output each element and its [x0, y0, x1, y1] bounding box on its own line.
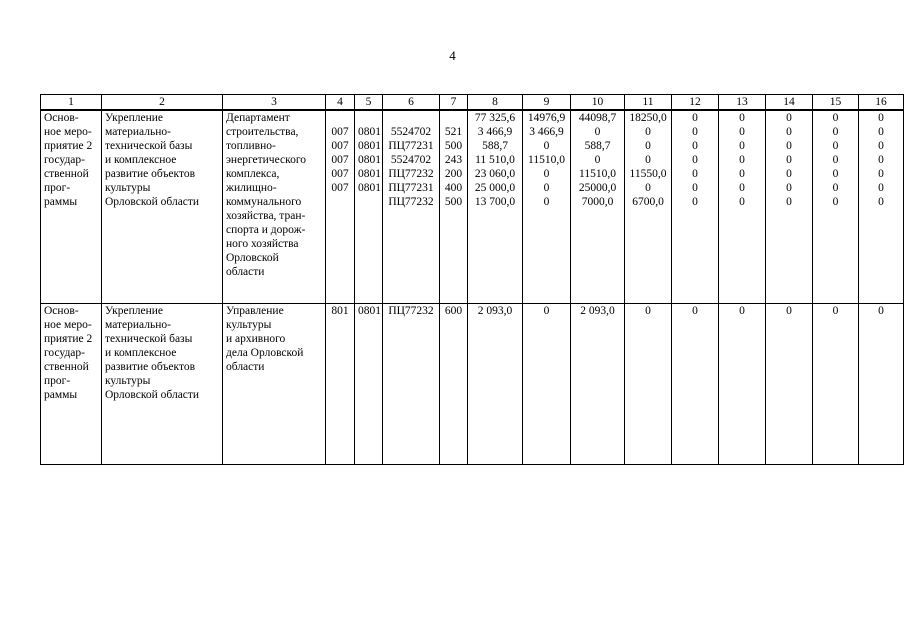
cell-line: 11510,0 [528, 154, 565, 166]
cell-line: раммы [44, 196, 78, 208]
cell-line: ПЦ77232 [388, 168, 434, 180]
cell-line: 0 [739, 168, 745, 180]
table-cell-col-14 [766, 110, 813, 304]
cell-line: 0 [878, 112, 884, 124]
table-cell-col-2 [102, 110, 223, 304]
cell-line: 0801 [358, 305, 381, 317]
cell-line: 0 [645, 305, 651, 317]
cell-line: коммунального [226, 196, 302, 208]
cell-line: 0 [878, 126, 884, 138]
cell-line: 007 [331, 126, 349, 138]
column-header: 6 [383, 95, 440, 111]
cell-line: 0 [739, 154, 745, 166]
cell-line: 0 [692, 154, 698, 166]
table-cell-col-12 [672, 110, 719, 304]
column-header: 8 [468, 95, 523, 111]
table-body [41, 110, 904, 465]
cell-line: 0 [786, 112, 792, 124]
cell-line: 400 [444, 182, 463, 194]
cell-line: энергетического [226, 154, 307, 166]
table-cell-col-10 [571, 110, 625, 304]
cell-line: 0 [832, 196, 839, 208]
cell-line: 0 [543, 168, 550, 180]
page-number: 4 [449, 48, 456, 63]
cell-line: 5524702 [390, 154, 432, 166]
cell-line: 0 [832, 168, 839, 180]
table-cell-col-7 [440, 304, 468, 465]
cell-line: 3 466,9 [477, 126, 513, 138]
cell-line: 0801 [358, 140, 381, 152]
cell-line: 0 [739, 196, 745, 208]
cell-line: 007 [331, 154, 349, 166]
cell-line: 3 466,9 [529, 126, 564, 138]
cell-line: 0 [832, 305, 839, 317]
cell-line: 0 [832, 126, 839, 138]
cell-line: жилищно- [226, 182, 277, 194]
cell-line: 0 [645, 140, 651, 152]
cell-line: 0 [878, 168, 884, 180]
cell-line: государ- [44, 347, 85, 359]
cell-line: 0 [739, 112, 745, 124]
cell-line: 7000,0 [581, 196, 614, 208]
cell-line: Орловской [226, 252, 279, 264]
cell-line: 500 [444, 140, 463, 152]
cell-line: Департамент [226, 112, 290, 124]
table-cell-col-11 [625, 110, 672, 304]
table-cell-col-5 [355, 110, 383, 304]
cell-line: материально- [105, 319, 171, 331]
table-cell-col-13 [719, 304, 766, 465]
cell-line [358, 111, 379, 125]
cell-line: 0 [832, 112, 839, 124]
cell-line: ПЦ77232 [388, 305, 434, 317]
cell-line: 0 [739, 140, 745, 152]
column-header: 14 [766, 95, 813, 111]
column-header-row [41, 95, 904, 111]
cell-line: приятие 2 [44, 140, 93, 152]
cell-line: 0 [739, 182, 745, 194]
table-cell-col-1 [41, 304, 102, 465]
cell-line: 0 [786, 196, 792, 208]
cell-line: 0 [786, 154, 792, 166]
cell-line: топливно- [226, 140, 276, 152]
cell-line: 6700,0 [632, 196, 664, 208]
cell-line: 0 [543, 196, 550, 208]
cell-line: 0801 [358, 154, 381, 166]
cell-line: 2 093,0 [580, 305, 615, 317]
cell-line: и комплексное [105, 347, 177, 359]
cell-line: Укрепление [105, 112, 163, 124]
cell-line: 13 700,0 [474, 196, 516, 208]
cell-line [386, 111, 436, 125]
cell-line: технической базы [105, 333, 193, 345]
cell-line: Орловской области [105, 196, 200, 208]
cell-line: 11510,0 [579, 168, 616, 180]
cell-line: культуры [105, 182, 151, 194]
cell-line: и архивного [226, 333, 286, 345]
cell-line: ПЦ77231 [388, 182, 434, 194]
column-header: 9 [523, 95, 571, 111]
cell-line: 007 [331, 168, 349, 180]
cell-line: Управление [226, 305, 284, 317]
cell-line: 77 325,6 [474, 112, 516, 124]
cell-line: 0 [645, 182, 651, 194]
cell-line: ное меро- [44, 126, 92, 138]
cell-line: 14976,9 [527, 112, 566, 124]
cell-line: 0 [543, 140, 550, 152]
cell-line: 0 [543, 182, 550, 194]
column-header: 7 [440, 95, 468, 111]
cell-line: ное меро- [44, 319, 92, 331]
column-header: 5 [355, 95, 383, 111]
cell-line: ственной [44, 168, 89, 180]
cell-line: 0 [543, 305, 550, 317]
table-cell-col-6 [383, 304, 440, 465]
table-cell-col-3 [223, 110, 326, 304]
cell-line: хозяйства, тран- [226, 210, 306, 222]
table-cell-col-4 [326, 110, 355, 304]
table-cell-col-16 [859, 110, 904, 304]
cell-line: 0801 [358, 182, 381, 194]
cell-line: 2 093,0 [477, 305, 513, 317]
column-header: 11 [625, 95, 672, 111]
table-cell-col-14 [766, 304, 813, 465]
cell-line [443, 111, 464, 125]
cell-line: и комплексное [105, 154, 177, 166]
cell-line: 44098,7 [578, 112, 617, 124]
cell-line: развитие объектов [105, 168, 195, 180]
table-cell-col-8 [468, 110, 523, 304]
cell-line: Основ- [44, 112, 79, 124]
cell-line: 0 [594, 154, 601, 166]
cell-line: 0 [692, 196, 698, 208]
cell-line: 5524702 [390, 126, 432, 138]
cell-line: 0801 [358, 126, 381, 138]
cell-line: 0 [739, 126, 745, 138]
cell-line: 0 [786, 182, 792, 194]
cell-line: технической базы [105, 140, 193, 152]
table-cell-col-15 [813, 304, 859, 465]
table-cell-col-3 [223, 304, 326, 465]
table-cell-col-9 [523, 304, 571, 465]
cell-line: 0 [645, 154, 651, 166]
table-row [41, 110, 904, 304]
cell-line: 0 [786, 140, 792, 152]
cell-line: 0 [878, 305, 884, 317]
cell-line: 0 [832, 140, 839, 152]
cell-line: ПЦ77232 [388, 196, 434, 208]
table-cell-col-7 [440, 110, 468, 304]
table-cell-col-5 [355, 304, 383, 465]
cell-line: 0 [878, 140, 884, 152]
column-header: 13 [719, 95, 766, 111]
cell-line: 521 [444, 126, 463, 138]
table-cell-col-11 [625, 304, 672, 465]
column-header: 15 [813, 95, 859, 111]
cell-line [329, 111, 351, 125]
cell-line: 0 [692, 112, 698, 124]
cell-line: 243 [444, 154, 463, 166]
table-cell-col-12 [672, 304, 719, 465]
cell-line: 007 [331, 182, 349, 194]
cell-line: 0 [878, 154, 884, 166]
cell-line: 0 [786, 305, 792, 317]
cell-line: ного хозяйства [226, 238, 299, 250]
table-cell-col-8 [468, 304, 523, 465]
cell-line: 23 060,0 [474, 168, 516, 180]
cell-line: 0 [594, 126, 601, 138]
cell-line: 25 000,0 [474, 182, 516, 194]
cell-line: 588,7 [584, 140, 611, 152]
cell-line: 0 [692, 168, 698, 180]
cell-line: 11550,0 [629, 168, 667, 180]
cell-line: 11 510,0 [475, 154, 515, 166]
cell-line: области [226, 266, 265, 278]
cell-line: Укрепление [105, 305, 163, 317]
cell-line: строительства, [226, 126, 299, 138]
cell-line: 007 [331, 140, 349, 152]
cell-line: 0 [692, 182, 698, 194]
column-header: 10 [571, 95, 625, 111]
table-cell-col-10 [571, 304, 625, 465]
table-cell-col-13 [719, 110, 766, 304]
cell-line: 0 [832, 182, 839, 194]
cell-line: 0 [692, 126, 698, 138]
cell-line: 0 [878, 182, 884, 194]
table-cell-col-6 [383, 110, 440, 304]
cell-line: 25000,0 [578, 182, 617, 194]
table-cell-col-16 [859, 304, 904, 465]
cell-line: 0 [878, 196, 884, 208]
column-header: 16 [859, 95, 904, 111]
budget-table [40, 94, 904, 465]
cell-line: прог- [44, 182, 71, 194]
cell-line: 0 [739, 305, 745, 317]
column-header: 2 [102, 95, 223, 111]
table-cell-col-4 [326, 304, 355, 465]
cell-line: ПЦ77231 [388, 140, 434, 152]
cell-line: Орловской области [105, 389, 200, 401]
table-cell-col-9 [523, 110, 571, 304]
cell-line: культуры [105, 375, 151, 387]
cell-line: 0 [645, 126, 651, 138]
cell-line: 588,7 [482, 140, 508, 152]
table-cell-col-15 [813, 110, 859, 304]
table-row [41, 304, 904, 465]
cell-line: развитие объектов [105, 361, 195, 373]
cell-line: 0 [786, 168, 792, 180]
cell-line: раммы [44, 389, 78, 401]
column-header: 4 [326, 95, 355, 111]
cell-line: культуры [226, 319, 272, 331]
cell-line: 0 [692, 140, 698, 152]
column-header: 3 [223, 95, 326, 111]
cell-line: спорта и дорож- [226, 224, 306, 236]
cell-line: приятие 2 [44, 333, 93, 345]
column-header: 1 [41, 95, 102, 111]
cell-line: комплекса, [226, 168, 280, 180]
cell-line: области [226, 361, 265, 373]
cell-line: 801 [331, 305, 349, 317]
cell-line: государ- [44, 154, 85, 166]
table-cell-col-2 [102, 304, 223, 465]
cell-line: материально- [105, 126, 171, 138]
table-cell-col-1 [41, 110, 102, 304]
cell-line: 500 [444, 196, 463, 208]
cell-line: 0 [832, 154, 839, 166]
cell-line: прог- [44, 375, 71, 387]
cell-line: 0 [786, 126, 792, 138]
cell-line: 200 [444, 168, 463, 180]
cell-line: 18250,0 [629, 112, 667, 124]
cell-line: 600 [444, 305, 463, 317]
cell-line: Основ- [44, 305, 79, 317]
cell-line: ственной [44, 361, 89, 373]
cell-line: 0801 [358, 168, 381, 180]
cell-line: дела Орловской [226, 347, 304, 359]
cell-line: 0 [692, 305, 698, 317]
column-header: 12 [672, 95, 719, 111]
